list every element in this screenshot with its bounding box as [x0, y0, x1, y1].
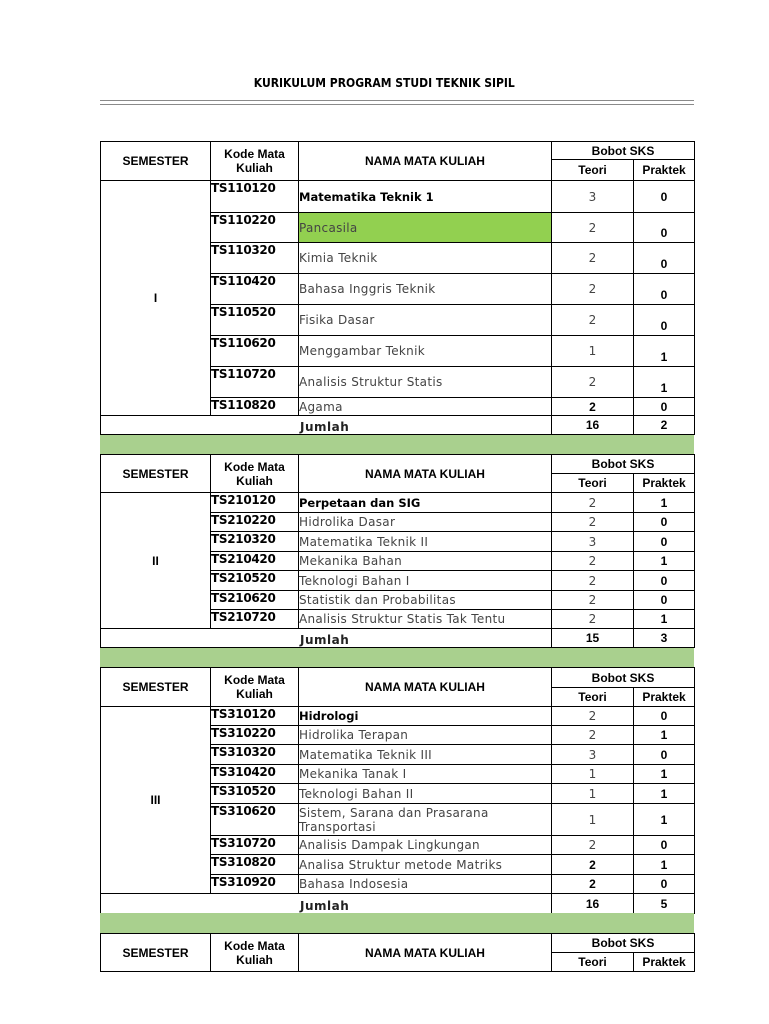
practice-credits: 0: [634, 571, 695, 591]
theory-credits: 2: [552, 855, 634, 875]
course-row: [101, 181, 695, 213]
total-practice: 2: [634, 416, 695, 435]
theory-credits: 1: [552, 804, 634, 836]
sks-weight-header: Bobot SKS: [552, 668, 695, 688]
code-header-line1: Kode Mata: [224, 147, 285, 161]
course-code: TS310920: [211, 875, 299, 894]
course-name-header: NAMA MATA KULIAH: [299, 934, 552, 972]
theory-header: Teori: [552, 953, 634, 972]
theory-credits: 2: [552, 610, 634, 629]
total-label-text: Jumlah: [300, 420, 350, 434]
code-header: [211, 142, 299, 181]
course-name: Analisis Struktur Statis Tak Tentu: [299, 610, 552, 629]
course-table: [100, 141, 695, 435]
course-code: TS210520: [211, 571, 299, 591]
course-code: TS310420: [211, 765, 299, 784]
code-header-line2: Kuliah: [236, 952, 273, 967]
course-name: Hidrolika Dasar: [299, 513, 552, 532]
theory-credits: 2: [552, 513, 634, 532]
course-name: Analisa Struktur metode Matriks: [299, 855, 552, 875]
course-code: TS310620: [211, 804, 299, 836]
practice-credits: 1: [634, 784, 695, 804]
course-name: Analisis Struktur Statis: [299, 367, 552, 398]
practice-credits: 1: [634, 726, 695, 745]
total-label-text: Jumlah: [300, 899, 350, 913]
total-label-text: Jumlah: [300, 633, 350, 647]
course-name: Matematika Teknik III: [299, 745, 552, 765]
course-name: Agama: [299, 398, 552, 416]
course-row: [101, 707, 695, 726]
semester-1-table: [100, 141, 694, 435]
code-header-line2: Kuliah: [236, 687, 273, 701]
total-theory: 16: [552, 894, 634, 914]
practice-credits: 1: [634, 855, 695, 875]
theory-credits: 2: [552, 836, 634, 855]
course-code: TS210420: [211, 552, 299, 571]
theory-credits: 2: [552, 493, 634, 513]
semester-header: SEMESTER: [101, 455, 211, 493]
practice-credits: 1: [634, 765, 695, 784]
course-code: TS210120: [211, 493, 299, 513]
course-code: TS310820: [211, 855, 299, 875]
theory-credits: 1: [552, 765, 634, 784]
theory-credits: 2: [552, 305, 634, 336]
course-code: TS210720: [211, 610, 299, 629]
document-title: KURIKULUM PROGRAM STUDI TEKNIK SIPIL: [253, 76, 515, 90]
practice-header: Praktek: [634, 688, 695, 707]
theory-credits: 3: [552, 745, 634, 765]
theory-credits: 2: [552, 274, 634, 305]
course-table: [100, 454, 695, 648]
course-name: Teknologi Bahan I: [299, 571, 552, 591]
course-code: TS110520: [211, 305, 299, 336]
practice-credits: 1: [634, 804, 695, 836]
total-theory: 15: [552, 629, 634, 648]
total-theory: 16: [552, 416, 634, 435]
practice-credits: 0: [634, 274, 695, 305]
theory-header: Teori: [552, 688, 634, 707]
course-table-partial: [100, 933, 695, 972]
theory-header: Teori: [552, 160, 634, 181]
course-name: Fisika Dasar: [299, 305, 552, 336]
practice-credits: 0: [634, 213, 695, 243]
theory-credits: 3: [552, 181, 634, 213]
practice-credits: 1: [634, 552, 695, 571]
theory-credits: 1: [552, 336, 634, 367]
practice-credits: 0: [634, 836, 695, 855]
header-row: [101, 455, 695, 474]
theory-credits: 3: [552, 532, 634, 552]
course-code: TS310720: [211, 836, 299, 855]
code-header: [211, 668, 299, 707]
theory-credits: 2: [552, 367, 634, 398]
semester-2-table: [100, 454, 694, 648]
practice-credits: 0: [634, 513, 695, 532]
theory-credits: 2: [552, 726, 634, 745]
course-name: Hidrologi: [299, 707, 552, 726]
course-code: TS110820: [211, 398, 299, 416]
code-header-line1: Kode Mata: [224, 938, 285, 953]
total-row: [101, 416, 695, 435]
total-label: [101, 416, 552, 435]
practice-credits: 1: [634, 367, 695, 398]
course-name: Mekanika Tanak I: [299, 765, 552, 784]
theory-credits: 2: [552, 552, 634, 571]
code-header-line1: Kode Mata: [224, 673, 285, 687]
header-row: [101, 142, 695, 160]
header-row: [101, 668, 695, 688]
course-name: Bahasa Inggris Teknik: [299, 274, 552, 305]
course-code: TS210320: [211, 532, 299, 552]
theory-credits: 2: [552, 571, 634, 591]
course-name-header: NAMA MATA KULIAH: [299, 668, 552, 707]
practice-credits: 0: [634, 305, 695, 336]
practice-credits: 0: [634, 875, 695, 894]
theory-credits: 2: [552, 213, 634, 243]
course-name-header: NAMA MATA KULIAH: [299, 455, 552, 493]
code-header-line1: Kode Mata: [224, 459, 285, 474]
code-header-line2: Kuliah: [236, 473, 273, 488]
practice-credits: 0: [634, 532, 695, 552]
code-header-line2: Kuliah: [236, 161, 273, 175]
practice-header: Praktek: [634, 474, 695, 493]
course-code: TS110220: [211, 213, 299, 243]
course-name: Mekanika Bahan: [299, 552, 552, 571]
course-name: Teknologi Bahan II: [299, 784, 552, 804]
theory-credits: 2: [552, 243, 634, 274]
course-code: TS110720: [211, 367, 299, 398]
total-practice: 5: [634, 894, 695, 914]
theory-credits: 2: [552, 398, 634, 416]
course-name: Analisis Dampak Lingkungan: [299, 836, 552, 855]
course-code: TS110620: [211, 336, 299, 367]
semester-3-table: [100, 667, 694, 914]
semester-header: SEMESTER: [101, 934, 211, 972]
course-name: Matematika Teknik 1: [299, 181, 552, 213]
practice-credits: 0: [634, 745, 695, 765]
course-code: TS110420: [211, 274, 299, 305]
course-code: TS210620: [211, 591, 299, 610]
total-row: [101, 629, 695, 648]
course-code: TS310520: [211, 784, 299, 804]
semester-4-table-partial: [100, 933, 694, 972]
semester-number: II: [101, 493, 211, 629]
course-name: Perpetaan dan SIG: [299, 493, 552, 513]
separator-band: [100, 913, 694, 933]
course-table: [100, 667, 695, 914]
sks-weight-header: Bobot SKS: [552, 455, 695, 474]
theory-credits: 1: [552, 784, 634, 804]
course-code: TS110120: [211, 181, 299, 213]
theory-credits: 2: [552, 875, 634, 894]
total-practice: 3: [634, 629, 695, 648]
header-row: [101, 934, 695, 953]
code-header: [211, 934, 299, 972]
course-name: Kimia Teknik: [299, 243, 552, 274]
course-code: TS310220: [211, 726, 299, 745]
practice-credits: 0: [634, 591, 695, 610]
practice-credits: 1: [634, 610, 695, 629]
semester-number: III: [101, 707, 211, 894]
theory-credits: 2: [552, 707, 634, 726]
course-name: Statistik dan Probabilitas: [299, 591, 552, 610]
course-name-header: NAMA MATA KULIAH: [299, 142, 552, 181]
course-code: TS310120: [211, 707, 299, 726]
theory-header: Teori: [552, 474, 634, 493]
practice-credits: 1: [634, 336, 695, 367]
course-name: Matematika Teknik II: [299, 532, 552, 552]
practice-credits: 0: [634, 243, 695, 274]
practice-credits: 0: [634, 707, 695, 726]
code-header: [211, 455, 299, 493]
total-label: [101, 629, 552, 648]
practice-credits: 1: [634, 493, 695, 513]
theory-credits: 2: [552, 591, 634, 610]
course-name: Sistem, Sarana dan Prasarana Transportasi: [299, 804, 552, 836]
separator-band: [100, 648, 694, 667]
course-name: Menggambar Teknik: [299, 336, 552, 367]
practice-credits: 0: [634, 181, 695, 213]
course-name: Hidrolika Terapan: [299, 726, 552, 745]
total-row: [101, 894, 695, 914]
practice-header: Praktek: [634, 953, 695, 972]
separator-band: [100, 435, 694, 454]
total-label: [101, 894, 552, 914]
practice-header: Praktek: [634, 160, 695, 181]
course-code: TS310320: [211, 745, 299, 765]
course-name: Pancasila: [299, 213, 552, 243]
sks-weight-header: Bobot SKS: [552, 934, 695, 953]
course-name: Bahasa Indosesia: [299, 875, 552, 894]
course-code: TS110320: [211, 243, 299, 274]
semester-header: SEMESTER: [101, 668, 211, 707]
semester-header: SEMESTER: [101, 142, 211, 181]
semester-number: I: [101, 181, 211, 416]
sks-weight-header: Bobot SKS: [552, 142, 695, 160]
course-row: [101, 493, 695, 513]
practice-credits: 0: [634, 398, 695, 416]
course-code: TS210220: [211, 513, 299, 532]
